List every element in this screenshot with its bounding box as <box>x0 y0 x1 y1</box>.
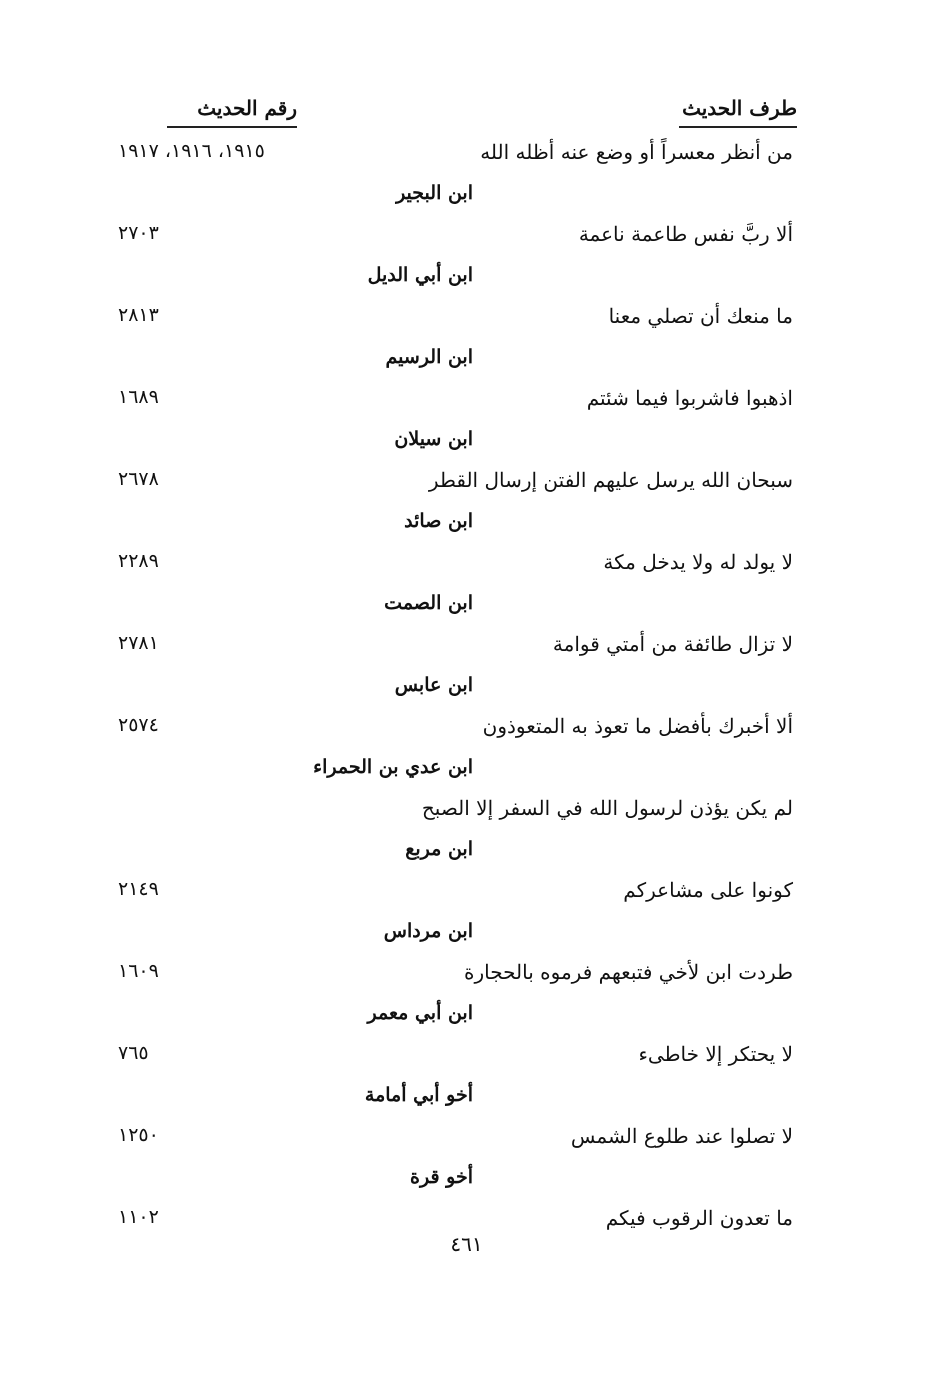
hadith-entry-row <box>0 956 933 998</box>
narrator-heading-row <box>0 506 933 546</box>
hadith-text: لا يحتكر إلا خاطىء <box>638 1042 793 1066</box>
narrator-heading-row <box>0 588 933 628</box>
hadith-number: ٢٨١٣ <box>118 304 159 326</box>
hadith-text: طردت ابن لأخي فتبعهم فرموه بالحجارة <box>464 960 793 984</box>
hadith-text: ما منعك أن تصلي معنا <box>608 304 793 328</box>
hadith-number: ١٩١٥، ١٩١٦، ١٩١٧ <box>118 140 265 162</box>
number-column-header: رقم الحديث <box>167 96 297 128</box>
narrator-name: ابن البجير <box>396 182 473 204</box>
hadith-text: ألا أخبرك بأفضل ما تعوذ به المتعوذون <box>482 714 793 738</box>
narrator-name: ابن صائد <box>404 510 473 532</box>
hadith-column-header: طرف الحديث <box>679 96 797 128</box>
hadith-text: سبحان الله يرسل عليهم الفتن إرسال القطر <box>428 468 793 492</box>
narrator-name: ابن أبي معمر <box>367 1002 473 1024</box>
hadith-text: ما تعدون الرقوب فيكم <box>605 1206 793 1230</box>
hadith-number: ٧٦٥ <box>118 1042 149 1064</box>
narrator-name: ابن الرسيم <box>385 346 473 368</box>
hadith-entry-row <box>0 218 933 260</box>
narrator-heading-row <box>0 1080 933 1120</box>
hadith-text: لا تصلوا عند طلوع الشمس <box>570 1124 793 1148</box>
narrator-name: أخو أبي أمامة <box>364 1084 473 1106</box>
hadith-entry-row <box>0 710 933 752</box>
hadith-number: ١٦٨٩ <box>118 386 159 408</box>
narrator-name: ابن مرداس <box>383 920 473 942</box>
hadith-entry-row <box>0 874 933 916</box>
narrator-name: أخو قرة <box>410 1166 473 1188</box>
narrator-name: ابن سيلان <box>394 428 473 450</box>
hadith-entry-row <box>0 628 933 670</box>
hadith-entry-row <box>0 464 933 506</box>
hadith-entry-row <box>0 300 933 342</box>
narrator-heading-row <box>0 260 933 300</box>
hadith-entry-row <box>0 546 933 588</box>
narrator-heading-row <box>0 998 933 1038</box>
narrator-name: ابن الصمت <box>384 592 473 614</box>
hadith-text: لا يولد له ولا يدخل مكة <box>603 550 793 574</box>
narrator-heading-row <box>0 424 933 464</box>
hadith-entry-row <box>0 382 933 424</box>
hadith-text: ألا ربَّ نفس طاعمة ناعمة <box>578 222 793 246</box>
hadith-entry-row <box>0 1038 933 1080</box>
hadith-text: من أنظر معسراً أو وضع عنه أظله الله <box>480 140 793 164</box>
narrator-heading-row <box>0 178 933 218</box>
narrator-heading-row <box>0 752 933 792</box>
hadith-text: لم يكن يؤذن لرسول الله في السفر إلا الصبح <box>421 796 793 820</box>
narrator-name: ابن مربع <box>405 838 473 860</box>
hadith-entry-row <box>0 136 933 178</box>
hadith-text: كونوا على مشاعركم <box>623 878 793 902</box>
hadith-number: ١١٠٢ <box>118 1206 159 1228</box>
index-rows <box>0 136 933 1244</box>
hadith-number: ٢١٤٩ <box>118 878 159 900</box>
narrator-heading-row <box>0 670 933 710</box>
hadith-number: ١٦٠٩ <box>118 960 159 982</box>
narrator-heading-row <box>0 1162 933 1202</box>
narrator-name: ابن عدي بن الحمراء <box>313 756 473 778</box>
narrator-heading-row <box>0 342 933 382</box>
hadith-text: اذهبوا فاشربوا فيما شئتم <box>586 386 793 410</box>
hadith-number: ٢٢٨٩ <box>118 550 159 572</box>
hadith-number: ٢٥٧٤ <box>118 714 159 736</box>
hadith-number: ٢٦٧٨ <box>118 468 159 490</box>
hadith-number: ١٢٥٠ <box>118 1124 159 1146</box>
hadith-number: ٢٧٠٣ <box>118 222 159 244</box>
narrator-name: ابن أبي الديل <box>367 264 473 286</box>
page-number: ٤٦١ <box>450 1232 483 1256</box>
hadith-text: لا تزال طائفة من أمتي قوامة <box>552 632 793 656</box>
hadith-entry-row <box>0 1120 933 1162</box>
hadith-entry-row <box>0 792 933 834</box>
hadith-number: ٢٧٨١ <box>118 632 159 654</box>
narrator-name: ابن عابس <box>394 674 473 696</box>
narrator-heading-row <box>0 916 933 956</box>
narrator-heading-row <box>0 834 933 874</box>
